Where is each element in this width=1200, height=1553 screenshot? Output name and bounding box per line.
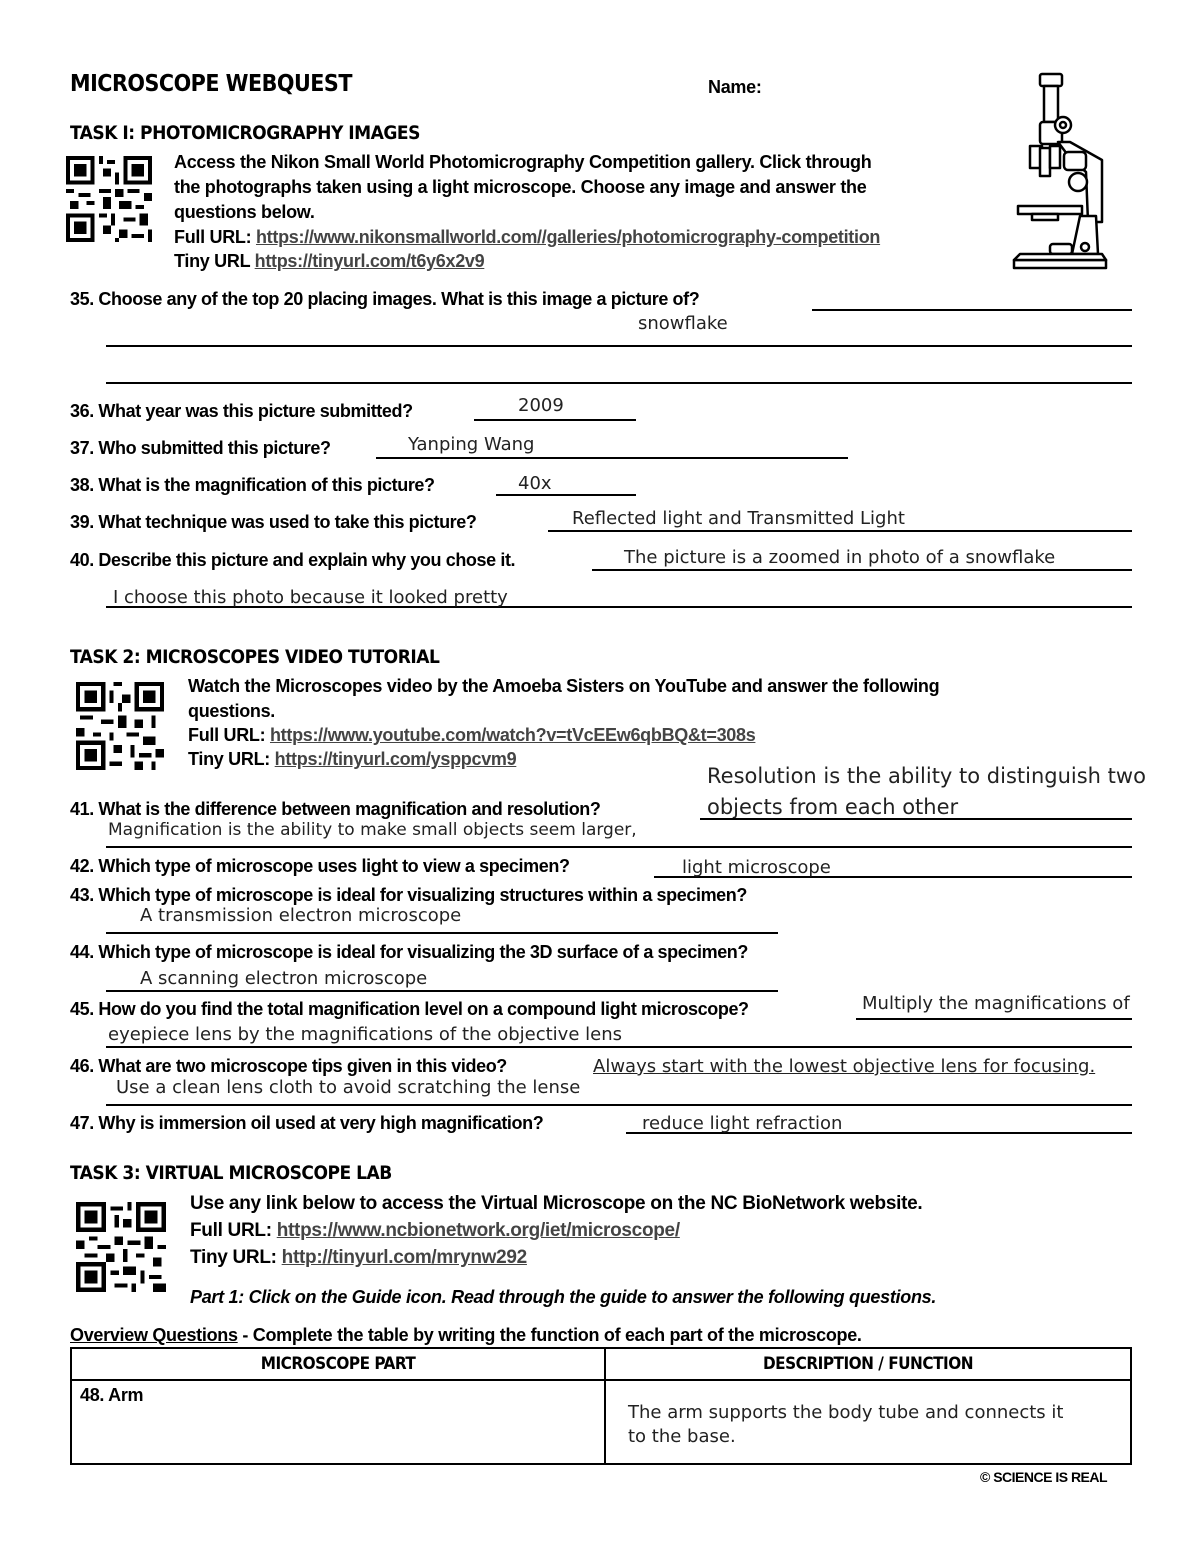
- overview-text: - Complete the table by writing the function of each part of the microscope.: [237, 1325, 862, 1345]
- task1-intro-line1: Access the Nikon Small World Photomicrography Competition gallery. Click through: [174, 152, 872, 172]
- question-37: 37. Who submitted this picture?: [70, 438, 331, 458]
- task2-heading: TASK 2: MICROSCOPES VIDEO TUTORIAL: [70, 646, 440, 668]
- question-36: 36. What year was this picture submitted?: [70, 401, 413, 421]
- question-35: 35. Choose any of the top 20 placing images. What is this image a picture of?: [70, 289, 700, 309]
- task2-tiny-url-row: [188, 749, 516, 770]
- task3-heading: TASK 3: VIRTUAL MICROSCOPE LAB: [70, 1162, 392, 1184]
- task2-full-url-link[interactable]: https://www.youtube.com/watch?v=tVcEEw6qbBQ&t=308s: [269, 725, 756, 745]
- answer-45-line1[interactable]: Multiply the magnifications of: [862, 993, 1130, 1014]
- task3-tiny-url-link[interactable]: http://tinyurl.com/mrynw292: [281, 1247, 527, 1268]
- full-url-label: Full URL:: [174, 227, 252, 247]
- task1-full-url-link[interactable]: https://www.nikonsmallworld.com//galleries/photomicrography-competition: [255, 227, 881, 247]
- question-42: 42. Which type of microscope uses light to view a specimen?: [70, 856, 570, 876]
- task1-intro-line3: questions below.: [174, 202, 315, 222]
- answer-47[interactable]: reduce light refraction: [642, 1113, 843, 1134]
- task3-intro: Use any link below to access the Virtual Microscope on the NC BioNetwork website.: [190, 1193, 923, 1214]
- microscope-parts-table: [70, 1347, 1132, 1465]
- question-43: 43. Which type of microscope is ideal for visualizing structures within a specimen?: [70, 885, 747, 905]
- answer-42[interactable]: light microscope: [682, 857, 831, 878]
- overview-instruction: [70, 1325, 862, 1346]
- table-header-row: [71, 1348, 1131, 1380]
- answer-39[interactable]: Reflected light and Transmitted Light: [572, 508, 905, 529]
- page-title: MICROSCOPE WEBQUEST: [70, 71, 352, 97]
- question-39: 39. What technique was used to take this picture?: [70, 512, 477, 532]
- answer-45-line2[interactable]: eyepiece lens by the magnifications of the objective lens: [108, 1024, 622, 1045]
- question-41: 41. What is the difference between magnification and resolution?: [70, 799, 601, 819]
- answer-38[interactable]: 40x: [518, 473, 552, 494]
- answer-43[interactable]: A transmission electron microscope: [140, 905, 462, 926]
- full-url-label: Full URL:: [190, 1220, 272, 1241]
- question-45: 45. How do you find the total magnification level on a compound light microscope?: [70, 999, 749, 1019]
- task3-part1-instruction: Part 1: Click on the Guide icon. Read through the guide to answer the following questions.: [190, 1287, 937, 1307]
- answer-41-b[interactable]: objects from each other: [707, 795, 959, 819]
- full-url-label: Full URL:: [188, 725, 266, 745]
- col-header-description: DESCRIPTION / FUNCTION: [605, 1348, 1131, 1380]
- task2-intro-line2: questions.: [188, 701, 276, 721]
- qr-code-icon: [76, 682, 164, 770]
- question-40: 40. Describe this picture and explain why you chose it.: [70, 550, 516, 570]
- description-cell[interactable]: [605, 1380, 1131, 1464]
- answer-41-a[interactable]: Resolution is the ability to distinguish two: [707, 764, 1146, 788]
- task3-full-url-row: [190, 1220, 680, 1242]
- answer-48-line2: to the base.: [628, 1426, 736, 1447]
- answer-35[interactable]: snowflake: [638, 313, 728, 334]
- answer-46-line1[interactable]: Always start with the lowest objective lens for focusing.: [593, 1056, 1096, 1077]
- task1-intro-line2: the photographs taken using a light microscope. Choose any image and answer the: [174, 177, 867, 197]
- task2-intro-line1: Watch the Microscopes video by the Amoeba Sisters on YouTube and answer the following: [188, 676, 940, 696]
- answer-48[interactable]: [628, 1401, 1108, 1449]
- col-header-part: MICROSCOPE PART: [71, 1348, 605, 1380]
- overview-label: Overview Questions: [70, 1325, 238, 1345]
- task1-tiny-url-link[interactable]: https://tinyurl.com/t6y6x2v9: [254, 251, 485, 271]
- copyright: © SCIENCE IS REAL: [980, 1469, 1108, 1485]
- task1-full-url-row: [174, 227, 880, 248]
- task3-tiny-url-row: [190, 1247, 527, 1269]
- answer-37[interactable]: Yanping Wang: [408, 434, 535, 455]
- answer-48-line1: The arm supports the body tube and connects it: [628, 1402, 1064, 1423]
- question-38: 38. What is the magnification of this picture?: [70, 475, 435, 495]
- answer-40-line1[interactable]: The picture is a zoomed in photo of a snowflake: [624, 547, 1056, 568]
- part-name: 48. Arm: [80, 1385, 144, 1405]
- tiny-url-label: Tiny URL: [174, 251, 250, 271]
- answer-41-c[interactable]: Magnification is the ability to make small objects seem larger,: [108, 820, 637, 840]
- tiny-url-label: Tiny URL:: [188, 749, 270, 769]
- name-label: Name:: [708, 77, 762, 97]
- task2-tiny-url-link[interactable]: https://tinyurl.com/ysppcvm9: [274, 749, 517, 769]
- table-row: [71, 1380, 1131, 1464]
- qr-code-icon: [76, 1202, 166, 1292]
- task1-heading: TASK I: PHOTOMICROGRAPHY IMAGES: [70, 122, 420, 144]
- part-cell: [71, 1380, 605, 1464]
- question-46: 46. What are two microscope tips given in this video?: [70, 1056, 507, 1076]
- answer-40-line2[interactable]: I choose this photo because it looked pretty: [113, 587, 508, 608]
- answer-44[interactable]: A scanning electron microscope: [140, 968, 428, 989]
- answer-46-line2[interactable]: Use a clean lens cloth to avoid scratching the lense: [116, 1077, 581, 1098]
- microscope-icon: [1010, 72, 1110, 274]
- question-47: 47. Why is immersion oil used at very high magnification?: [70, 1113, 544, 1133]
- task2-full-url-row: [188, 725, 755, 746]
- question-44: 44. Which type of microscope is ideal for visualizing the 3D surface of a specimen?: [70, 942, 748, 962]
- qr-code-icon: [66, 156, 152, 242]
- task1-tiny-url-row: [174, 251, 484, 272]
- task3-full-url-link[interactable]: https://www.ncbionetwork.org/iet/microscope/: [276, 1220, 680, 1241]
- answer-36[interactable]: 2009: [518, 395, 564, 416]
- tiny-url-label: Tiny URL:: [190, 1247, 277, 1268]
